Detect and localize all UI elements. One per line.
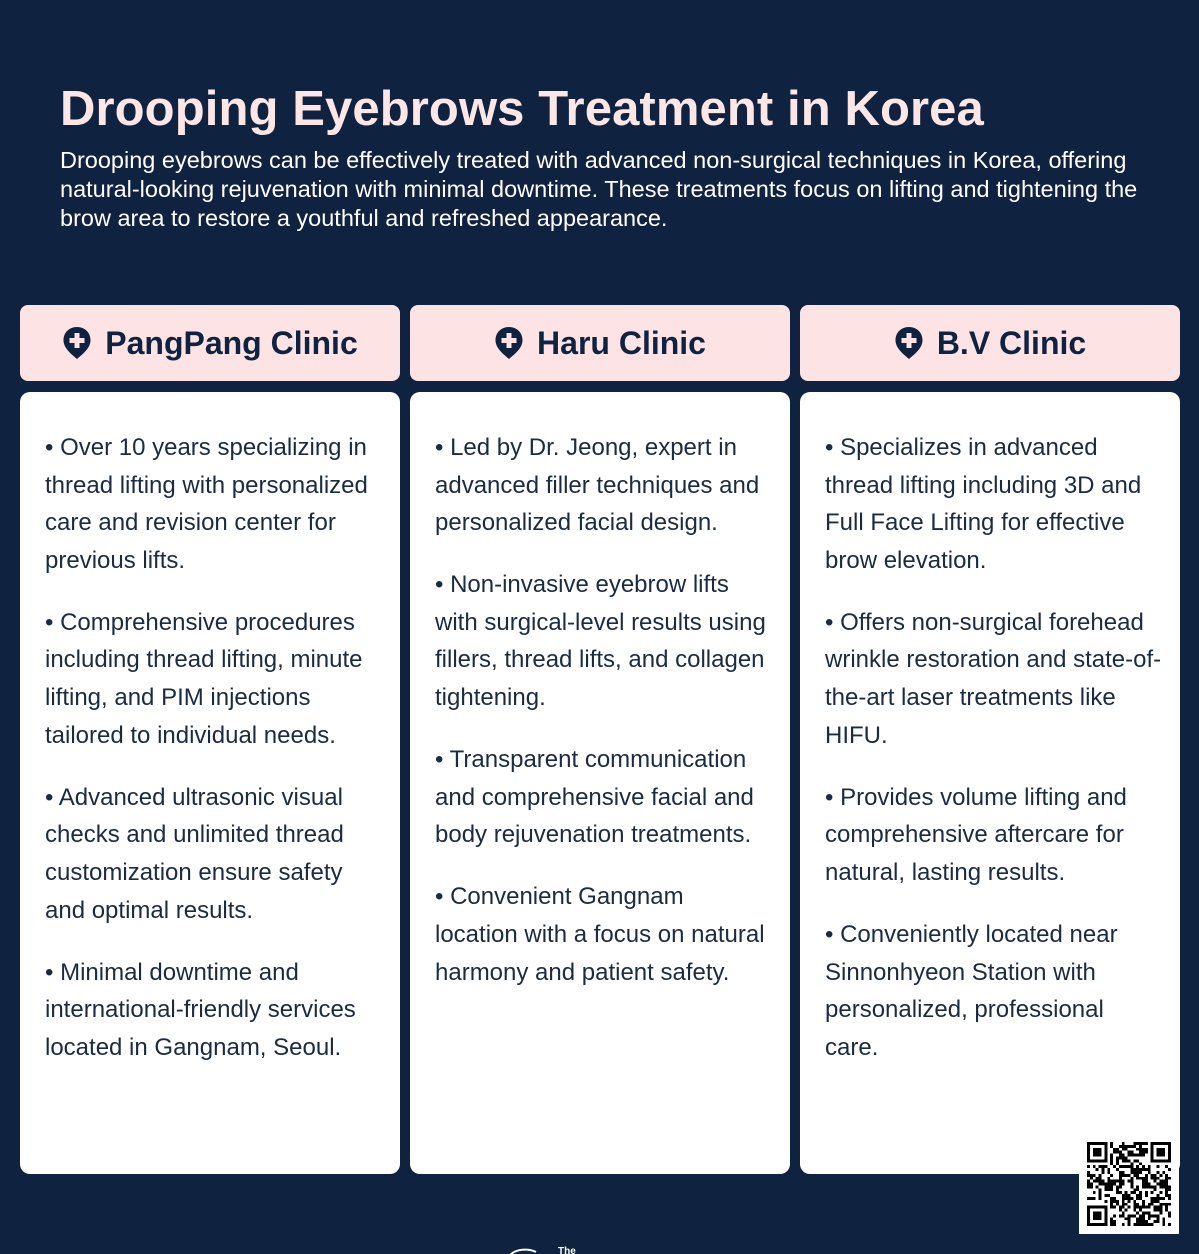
clinic-points-list: [435, 429, 772, 991]
clinic-header: [800, 305, 1180, 381]
clinic-header: [410, 305, 790, 381]
medical-pin-icon: [62, 326, 92, 360]
clinic-card: [410, 392, 790, 1174]
list-item: • Specializes in advanced thread lifting including 3D and Full Face Lifting for effective brow elevation.: [825, 434, 1142, 574]
page-header: [60, 80, 1160, 233]
list-item: • Transparent communication and comprehensive facial and body rejuvenation treatments.: [435, 746, 754, 849]
clinic-name: B.V Clinic: [936, 324, 1087, 361]
clinic-name: Haru Clinic: [537, 324, 706, 361]
footer-logo: [506, 1242, 596, 1254]
logo-text: The: [558, 1246, 576, 1254]
list-item: • Convenient Gangnam location with a focus on natural harmony and patient safety.: [435, 883, 765, 986]
clinic-card: [20, 392, 400, 1174]
list-item: • Provides volume lifting and comprehensive aftercare for natural, lasting results.: [825, 783, 1127, 886]
medical-pin-icon: [494, 326, 524, 360]
list-item: • Over 10 years specializing in thread lifting with personalized care and revision center for previous lifts.: [45, 434, 368, 574]
clinic-points-list: [45, 429, 382, 1066]
list-item: • Minimal downtime and international-friendly services located in Gangnam, Seoul.: [45, 958, 356, 1061]
list-item: • Conveniently located near Sinnonhyeon Station with personalized, professional care.: [825, 921, 1118, 1061]
page-title: Drooping Eyebrows Treatment in Korea: [60, 82, 984, 136]
list-item: • Advanced ultrasonic visual checks and unlimited thread customization ensure safety and optimal results.: [45, 783, 344, 924]
list-item: • Comprehensive procedures including thread lifting, minute lifting, and PIM injections tailored to individual needs.: [45, 608, 363, 749]
clinic-points-list: [825, 429, 1162, 1066]
clinic-card: [800, 392, 1180, 1174]
list-item: • Led by Dr. Jeong, expert in advanced filler techniques and personalized facial design.: [435, 434, 760, 537]
clinic-column-bv: [800, 305, 1180, 1174]
logo-swoosh-icon: [506, 1243, 596, 1254]
medical-pin-icon: [894, 326, 924, 360]
clinic-name: PangPang Clinic: [105, 324, 358, 361]
clinic-header: [20, 305, 400, 381]
list-item: • Non-invasive eyebrow lifts with surgical-level results using fillers, thread lifts, and collagen tightening.: [435, 571, 766, 712]
clinic-column-haru: [410, 305, 790, 1174]
list-item: • Offers non-surgical forehead wrinkle restoration and state-of-the-art laser treatments like HIFU.: [825, 608, 1162, 749]
qr-code[interactable]: [1079, 1134, 1179, 1234]
page-subtitle: Drooping eyebrows can be effectively treated with advanced non-surgical techniques in Korea, offering natural-looking rejuvenation with minimal downtime. These treatments focus on lifting and tightening the brow area to restore a youthful and refreshed appearance.: [60, 147, 1138, 231]
clinic-column-pangpang: [20, 305, 400, 1174]
qr-code-icon: [1087, 1142, 1171, 1226]
